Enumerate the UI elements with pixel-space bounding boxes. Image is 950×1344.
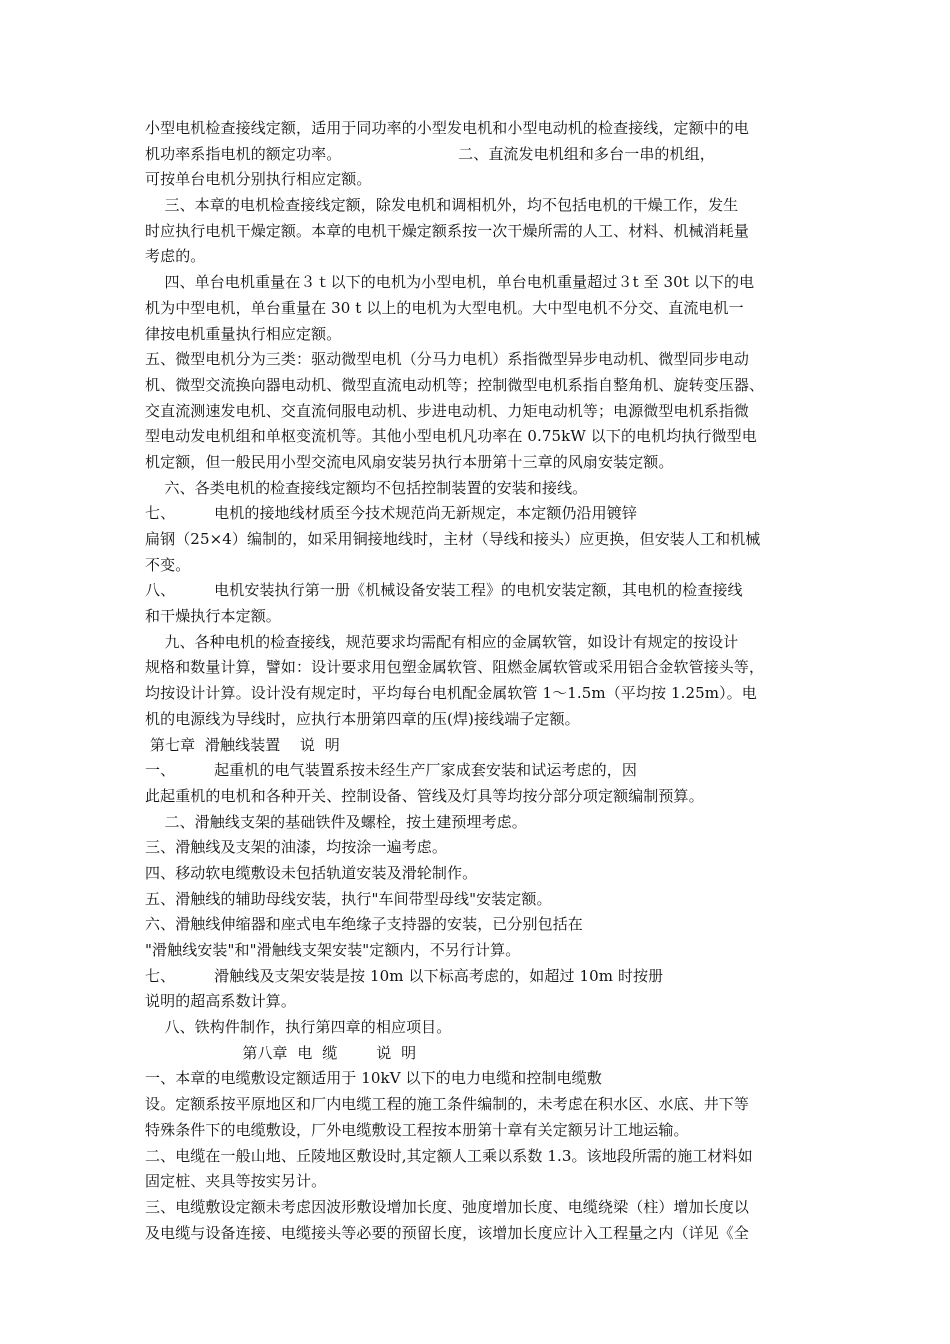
- text-line: 及电缆与设备连接、电缆接头等必要的预留长度，该增加长度应计入工程量之内（详见《全: [145, 1223, 750, 1242]
- text-line: 设。定额系按平原地区和厂内电缆工程的施工条件编制的，未考虑在积水区、水底、井下等: [145, 1095, 750, 1114]
- text-line: 七、 滑触线及支架安装是按 10m 以下标高考虑的，如超过 10m 时按册: [145, 966, 664, 985]
- text-line: 机为中型电机，单台重量在 30 t 以上的电机为大型电机。大中型电机不分交、直流电机一: [145, 298, 744, 317]
- text-line: 说明的超高系数计算。: [145, 992, 297, 1011]
- text-line: 型电动发电机组和单枢变流机等。其他小型电机凡功率在 0.75kW 以下的电机均执行微型电: [145, 427, 757, 446]
- text-line: 五、滑触线的辅助母线安装，执行"车间带型母线"安装定额。: [145, 889, 552, 908]
- text-line: 三、本章的电机检查接线定额，除发电机和调相机外，均不包括电机的干燥工作，发生: [145, 196, 739, 215]
- text-line: 机定额，但一般民用小型交流电风扇安装另执行本册第十三章的风扇安装定额。: [145, 452, 674, 471]
- text-line: 机的电源线为导线时，应执行本册第四章的压(焊)接线端子定额。: [145, 709, 580, 728]
- text-line: 时应执行电机干燥定额。本章的电机干燥定额系按一次干燥所需的人工、材料、机械消耗量: [145, 221, 750, 240]
- text-line: 可按单台电机分别执行相应定额。: [145, 170, 372, 189]
- text-line: 第八章 电 缆 说 明: [145, 1043, 417, 1062]
- text-line: 机、微型交流换向器电动机、微型直流电动机等；控制微型电机系指自整角机、旋转变压器、: [145, 375, 765, 394]
- text-line: 不变。: [145, 555, 191, 574]
- text-line: 八、 电机安装执行第一册《机械设备安装工程》的电机安装定额，其电机的检查接线: [145, 581, 743, 600]
- text-line: 四、移动软电缆敷设未包括轨道安装及滑轮制作。: [145, 863, 478, 882]
- text-line: 三、电缆敷设定额未考虑因波形敷设增加长度、弛度增加长度、电缆绕梁（柱）增加长度以: [145, 1197, 750, 1216]
- text-line: 第七章 滑触线装置 说 明: [145, 735, 340, 754]
- text-line: 规格和数量计算，譬如：设计要求用包塑金属软管、阻燃金属软管或采用铝合金软管接头等，: [145, 658, 765, 677]
- text-line: 七、 电机的接地线材质至今技术规范尚无新规定，本定额仍沿用镀锌: [145, 504, 637, 523]
- text-line: 六、各类电机的检查接线定额均不包括控制装置的安装和接线。: [145, 478, 588, 497]
- text-line: 机功率系指电机的额定功率。 二、直流发电机组和多台一串的机组，: [145, 144, 715, 163]
- text-line: 一、本章的电缆敷设定额适用于 10kV 以下的电力电缆和控制电缆敷: [145, 1069, 602, 1088]
- text-line: 五、微型电机分为三类：驱动微型电机（分马力电机）系指微型异步电动机、微型同步电动: [145, 350, 750, 369]
- text-line: "滑触线安装"和"滑触线支架安装"定额内，不另行计算。: [145, 941, 521, 959]
- text-line: 九、各种电机的检查接线，规范要求均需配有相应的金属软管，如设计有规定的按设计: [145, 632, 739, 651]
- text-line: 和干燥执行本定额。: [145, 607, 281, 626]
- text-line: 均按设计计算。设计没有规定时，平均每台电机配金属软管 1～1.5m（平均按 1.25m）。电: [145, 684, 757, 703]
- text-line: 三、滑触线及支架的油漆，均按涂一遍考虑。: [145, 838, 448, 857]
- text-line: 交直流测速发电机、交直流伺服电动机、步进电动机、力矩电动机等；电源微型电机系指微: [145, 401, 750, 420]
- text-line: 一、 起重机的电气装置系按未经生产厂家成套安装和试运考虑的，因: [145, 761, 637, 780]
- text-line: 四、单台电机重量在３ｔ以下的电机为小型电机，单台电机重量超过３t 至 30t 以下的电: [145, 273, 755, 292]
- text-line: 此起重机的电机和各种开关、控制设备、管线及灯具等均按分部分项定额编制预算。: [145, 786, 704, 805]
- text-line: 八、铁构件制作，执行第四章的相应项目。: [145, 1018, 452, 1037]
- text-line: 考虑的。: [145, 247, 206, 266]
- text-line: 六、滑触线伸缩器和座式电车绝缘子支持器的安装，已分别包括在: [145, 915, 583, 934]
- text-line: 小型电机检查接线定额，适用于同功率的小型发电机和小型电动机的检查接线，定额中的电: [145, 119, 750, 137]
- text-line: 特殊条件下的电缆敷设，厂外电缆敷设工程按本册第十章有关定额另计工地运输。: [145, 1120, 689, 1139]
- document-body-text: [145, 116, 811, 1246]
- text-line: 律按电机重量执行相应定额。: [145, 324, 342, 343]
- text-line: 固定桩、夹具等按实另计。: [145, 1172, 327, 1191]
- text-line: 扁钢（25×4）编制的，如采用铜接地线时，主材（导线和接头）应更换，但安装人工和机械: [145, 530, 761, 548]
- text-line: 二、滑触线支架的基础铁件及螺栓，按土建预埋考虑。: [145, 812, 527, 831]
- text-line: 二、电缆在一般山地、丘陵地区敷设时,其定额人工乘以系数 1.3。该地段所需的施工材料如: [145, 1146, 753, 1165]
